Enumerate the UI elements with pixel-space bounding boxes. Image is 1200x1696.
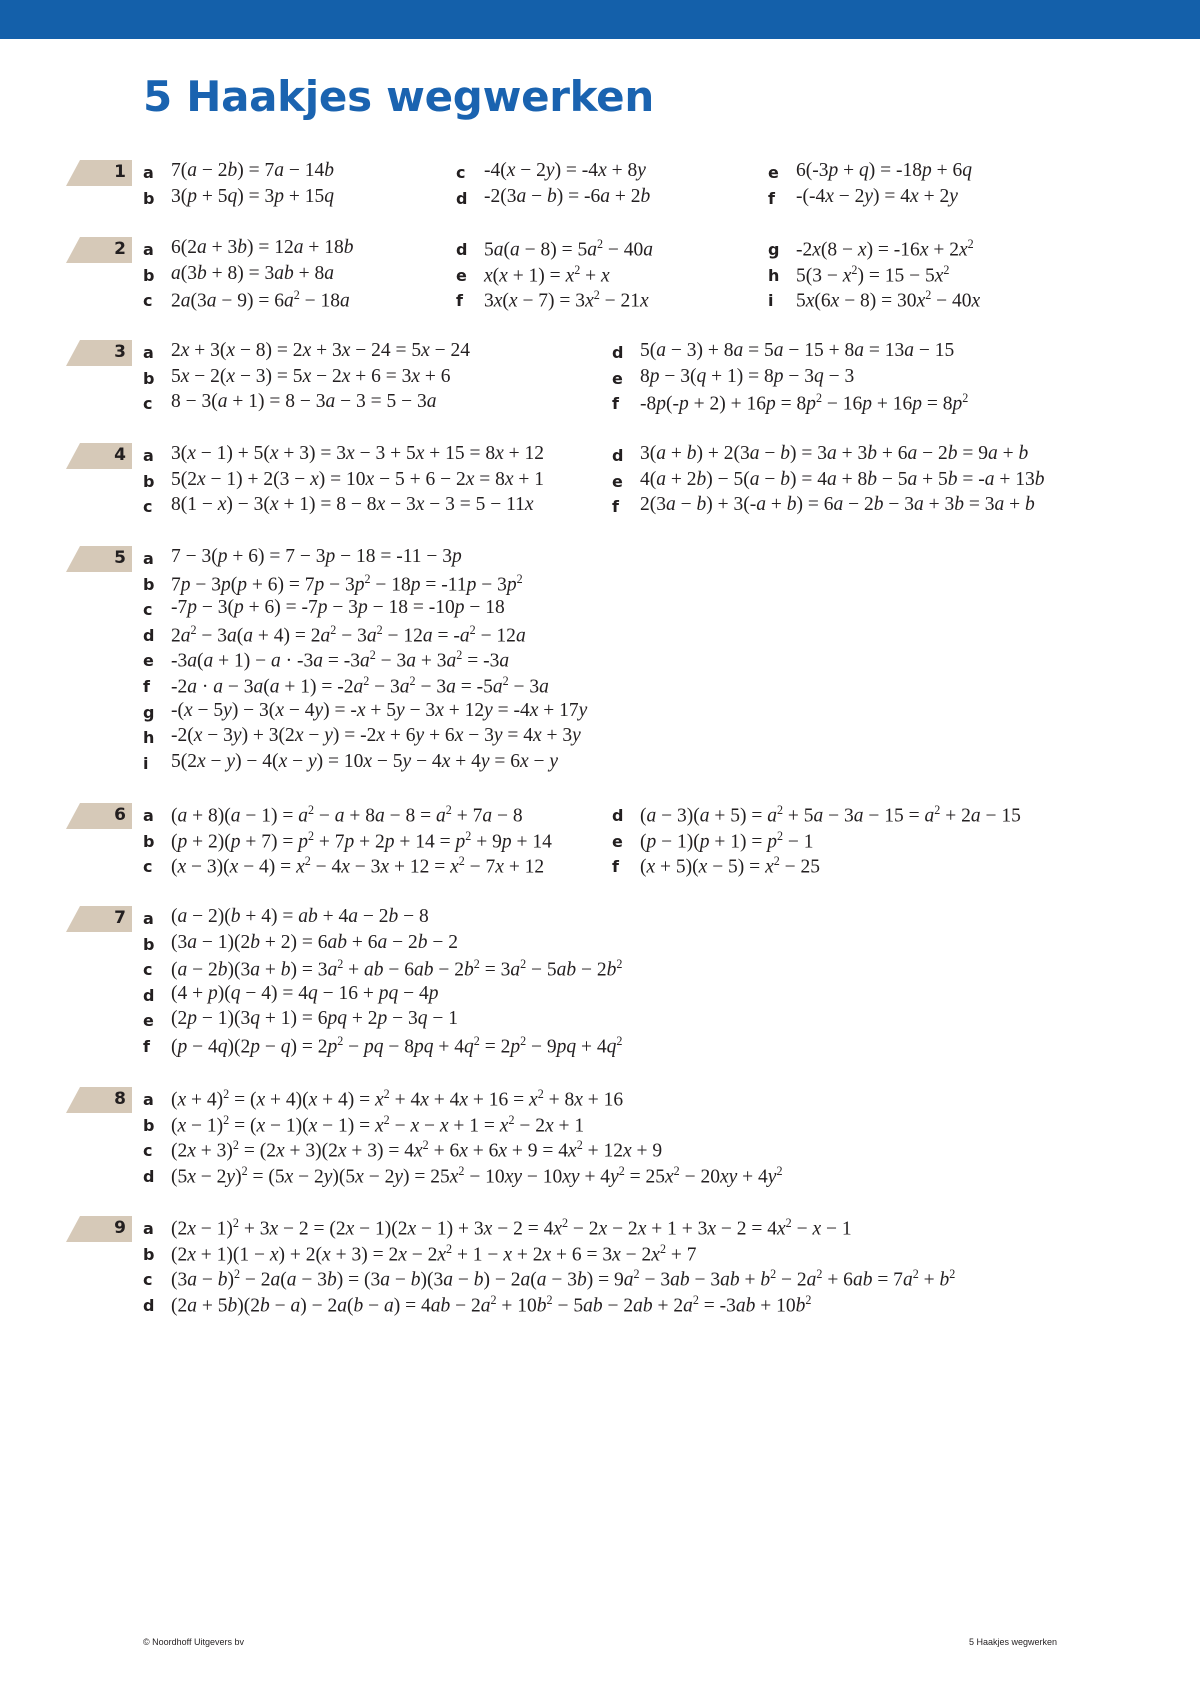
subexercise-letter: a <box>143 806 154 825</box>
expression: (4 + p)(q − 4) = 4q − 16 + pq − 4p <box>171 982 439 1004</box>
exercise-number-badge <box>66 340 132 366</box>
subexercise-letter: g <box>768 240 780 259</box>
subexercise-letter: a <box>143 343 154 362</box>
subexercise-letter: b <box>143 1115 155 1135</box>
expression: $5(3 - x^2) = 15 - 5x^2$ <box>796 262 950 287</box>
subexercise-letter: d <box>612 446 624 465</box>
subexercise-letter: f <box>768 188 775 208</box>
subexercise-letter: h <box>143 728 155 748</box>
expression: $-3a(a + 1) - a \cdot -3a = -3a^2 - 3a + 3a^2 = -3a$ <box>171 648 510 672</box>
subexercise-letter: d <box>612 806 624 825</box>
expression: $2a(3a - 9) = 6a^2 - 18a$ <box>171 288 350 312</box>
footer-copyright: © Noordhoff Uitgevers bv <box>143 1637 245 1647</box>
subexercise-letter: f <box>456 291 463 311</box>
expression: 2(3a − b) + 3(-a + b) = 6a − 2b − 3a + 3b = 3a + b <box>640 494 1035 516</box>
expression: $5a(a - 8) = 5a^2 - 40a$ <box>484 237 654 261</box>
subexercise-letter: a <box>143 240 154 259</box>
expression: $(a + 8)(a - 1) = a^2 - a + 8a - 8 = a^2 + 7a - 8$ <box>171 803 523 827</box>
expression: $(p + 2)(p + 7) = p^2 + 7p + 2p + 14 = p^2 + 9p + 14$ <box>171 828 552 853</box>
expression: 8p − 3(q + 1) = 8p − 3q − 3 <box>640 365 855 387</box>
expression: 8 − 3(a + 1) = 8 − 3a − 3 = 5 − 3a <box>171 391 437 413</box>
expression: 8(1 − x) − 3(x + 1) = 8 − 8x − 3x − 3 = 5 − 11x <box>171 494 534 516</box>
expression: $(x - 3)(x - 4) = x^2 - 4x - 3x + 12 = x^2 - 7x + 12$ <box>171 854 545 878</box>
exercise-number: 8 <box>114 1089 126 1109</box>
subexercise-letter: b <box>143 934 155 954</box>
expression: -2(x − 3y) + 3(2x − y) = -2x + 6y + 6x − 3y = 4x + 3y <box>171 725 581 747</box>
exercise-number-badge <box>66 906 132 932</box>
exercise-number-badge <box>66 443 132 469</box>
expression: -(-4x − 2y) = 4x + 2y <box>796 185 958 207</box>
expression: $(x - 1)^2 = (x - 1)(x - 1) = x^2 - x - x + 1 = x^2 - 2x + 1$ <box>171 1112 585 1137</box>
subexercise-letter: b <box>143 1244 155 1264</box>
subexercise-letter: c <box>456 163 466 182</box>
subexercise-letter: a <box>143 909 154 928</box>
subexercise-letter: d <box>612 343 624 362</box>
exercise-number-badge <box>66 546 132 572</box>
subexercise-letter: f <box>612 497 619 517</box>
subexercise-letter: c <box>143 291 153 311</box>
expression: $(p - 4q)(2p - q) = 2p^2$ − pq − $8pq + 4q^2 = 2p^2 - 9pq + 4q^2$ <box>171 1034 623 1058</box>
exercise-number-badge <box>66 803 132 829</box>
subexercise-letter: a <box>143 549 154 568</box>
subexercise-letter: e <box>456 265 467 285</box>
subexercise-letter: h <box>768 265 780 285</box>
exercise-number: 9 <box>114 1218 126 1238</box>
expression: 7(a − 2b) = 7a − 14b <box>171 160 334 181</box>
exercise-number: 6 <box>114 805 126 825</box>
subexercise-letter: c <box>143 394 153 414</box>
subexercise-letter: c <box>143 497 153 517</box>
expression: 6(-3p + q) = -18p + 6q <box>796 160 972 181</box>
subexercise-letter: c <box>143 960 153 980</box>
expression: (2p − 1)(3q + 1) = 6pq + 2p − 3q − 1 <box>171 1008 458 1030</box>
expression: 4(a + 2b) − 5(a − b) = 4a + 8b − 5a + 5b = -a + 13b <box>640 468 1045 490</box>
subexercise-letter: c <box>143 857 153 877</box>
exercise-number: 2 <box>114 239 126 259</box>
subexercise-letter: b <box>143 368 155 388</box>
exercise-number-badge <box>66 160 132 186</box>
expression: -(x − 5y) − 3(x − 4y) = -x + 5y − 3x + 12y = -4x + 17y <box>171 699 588 721</box>
expression: $(2x + 3)^2 = (2x + 3)(2x + 3) = 4x^2 + 6x + 6x + 9 = 4x^2 + 12x + 9$ <box>171 1138 663 1162</box>
subexercise-letter: d <box>143 985 155 1005</box>
expression: $(5x - 2y)^2 = (5x - 2y)(5x - 2y) = 25x^2 - 10xy - 10xy + 4y^2 = 25x^2 - 20xy + 4y^2$ <box>171 1163 783 1188</box>
subexercise-letter: b <box>143 471 155 491</box>
expression: 7 − 3(p + 6) = 7 − 3p − 18 = -11 − 3p <box>171 546 462 567</box>
expression: $(a - 3)(a + 5) = a^2 + 5a - 3a - 15 = a^2 + 2a - 15$ <box>640 803 1021 827</box>
subexercise-letter: f <box>612 857 619 877</box>
expression: 5x − 2(x − 3) = 5x − 2x + 6 = 3x + 6 <box>171 365 451 387</box>
expression: -4(x − 2y) = -4x + 8y <box>484 160 646 181</box>
subexercise-letter: b <box>143 574 155 594</box>
expression: 6(2a + 3b) = 12a + 18b <box>171 237 354 258</box>
subexercise-letter: a <box>143 163 154 182</box>
expression: (a − 2)(b + 4) = ab + 4a − 2b − 8 <box>171 906 429 927</box>
expression: $(x + 5)(x - 5) = x^2 - 25$ <box>640 854 821 878</box>
subexercise-letter: c <box>143 1270 153 1290</box>
subexercise-letter: d <box>143 1295 155 1315</box>
subexercise-letter: a <box>143 446 154 465</box>
subexercise-letter: e <box>612 368 623 388</box>
expression: -2(3a − b) = -6a + 2b <box>484 185 651 207</box>
exercise-number: 4 <box>114 445 126 465</box>
top-banner <box>0 0 1200 39</box>
exercise-number: 7 <box>114 908 126 928</box>
exercise-number-badge <box>66 1216 132 1242</box>
expression: $(2a + 5b)(2b - a) - 2a(b - a) = 4ab - 2a^2 + 10b^2 - 5ab - 2ab + 2a^2 = -3ab + 10b^2$ <box>171 1292 812 1317</box>
expression: $2a^2 - 3a(a + 4) = 2a^2 - 3a^2 - 12a = -a^2 - 12a$ <box>171 622 526 647</box>
subexercise-letter: f <box>612 394 619 414</box>
expression: $(p - 1)(p + 1) = p^2 - 1$ <box>640 828 814 853</box>
expression: 3(p + 5q) = 3p + 15q <box>171 185 334 207</box>
subexercise-letter: a <box>143 1090 154 1109</box>
expression: $5x(6x - 8) = 30x^2 - 40x$ <box>796 288 981 312</box>
subexercise-letter: d <box>143 625 155 645</box>
expression: $(2x - 1)^2 + 3x - 2 = (2x - 1)(2x - 1) + 3x - 2 = 4x^2 - 2x - 2x + 1 + 3x - 2 = 4x^2 - x - 1$ <box>171 1216 852 1240</box>
subexercise-letter: b <box>143 188 155 208</box>
subexercise-letter: d <box>456 188 468 208</box>
subexercise-letter: f <box>143 1037 150 1056</box>
footer-chapter: 5 Haakjes wegwerken <box>968 1637 1057 1647</box>
subexercise-letter: e <box>143 1011 154 1031</box>
expression: 5(2x − y) − 4(x − y) = 10x − 5y − 4x + 4y = 6x − y <box>171 750 559 772</box>
exercise-number: 1 <box>114 162 126 182</box>
subexercise-letter: b <box>143 265 155 285</box>
expression: $-8p(-p + 2) + 16p = 8p^2 - 16p + 16p = 8p^2$ <box>640 391 969 415</box>
expression: $(2x + 1)(1 - x) + 2(x + 3) = 2x - 2x^2 + 1 - x + 2x + 6 = 3x - 2x^2 + 7$ <box>171 1241 697 1266</box>
expression: 5(a − 3) + 8a = 5a − 15 + 8a = 13a − 15 <box>640 340 955 361</box>
expression: $7p - 3p(p + 6) = 7p - 3p^2 - 18p = -11p - 3p^2$ <box>171 571 523 596</box>
subexercise-letter: d <box>456 240 468 259</box>
expression: $x(x + 1) = x^2 + x$ <box>484 262 610 287</box>
subexercise-letter: a <box>143 1219 154 1238</box>
expression: 2x + 3(x − 8) = 2x + 3x − 24 = 5x − 24 <box>171 340 471 361</box>
subexercise-letter: c <box>143 1141 153 1161</box>
expression: $3x(x - 7) = 3x^2 - 21x$ <box>484 288 649 312</box>
subexercise-letter: d <box>143 1166 155 1186</box>
expression: a(3b + 8) = 3ab + 8a <box>171 262 334 284</box>
expression: 3(x − 1) + 5(x + 3) = 3x − 3 + 5x + 15 = 8x + 12 <box>171 443 545 464</box>
exercise-number-badge <box>66 1087 132 1113</box>
expression: -7p − 3(p + 6) = -7p − 3p − 18 = -10p − 18 <box>171 597 505 619</box>
exercise-number: 5 <box>114 548 126 568</box>
expression: $-2a \cdot a - 3a(a + 1) = -2a^2 - 3a^2 - 3a = -5a^2 - 3a$ <box>171 674 549 698</box>
exercise-number: 3 <box>114 342 126 362</box>
subexercise-letter: e <box>143 651 154 671</box>
subexercise-letter: e <box>768 163 779 182</box>
expression: $(a - 2b)(3a + b) = 3a^2$ + ab − $6ab - 2b^2 = 3a^2 - 5ab - 2b^2$ <box>171 957 623 981</box>
subexercise-letter: e <box>612 471 623 491</box>
subexercise-letter: b <box>143 831 155 851</box>
expression: $(3a - b)^2 - 2a(a - 3b) = (3a - b)(3a - b) - 2a(a - 3b) = 9a^2 - 3ab - 3ab + b^2 - 2a^2 + 6ab = 7a^2 + b^2$ <box>171 1267 956 1291</box>
expression: (3a − 1)(2b + 2) = 6ab + 6a − 2b − 2 <box>171 931 458 953</box>
expression: 3(a + b) + 2(3a − b) = 3a + 3b + 6a − 2b = 9a + b <box>640 443 1029 464</box>
page-title: 5 Haakjes wegwerken <box>143 72 654 121</box>
subexercise-letter: c <box>143 600 153 620</box>
subexercise-letter: e <box>612 831 623 851</box>
subexercise-letter: f <box>143 677 150 696</box>
exercise-number-badge <box>66 237 132 263</box>
subexercise-letter: i <box>768 291 774 311</box>
subexercise-letter: g <box>143 702 155 722</box>
expression: $-2x(8 - x) = -16x + 2x^2$ <box>796 237 974 261</box>
subexercise-letter: i <box>143 753 149 773</box>
expression: $(x + 4)^2 = (x + 4)(x + 4) = x^2 + 4x + 4x + 16 = x^2 + 8x + 16$ <box>171 1087 624 1111</box>
expression: 5(2x − 1) + 2(3 − x) = 10x − 5 + 6 − 2x = 8x + 1 <box>171 468 545 490</box>
